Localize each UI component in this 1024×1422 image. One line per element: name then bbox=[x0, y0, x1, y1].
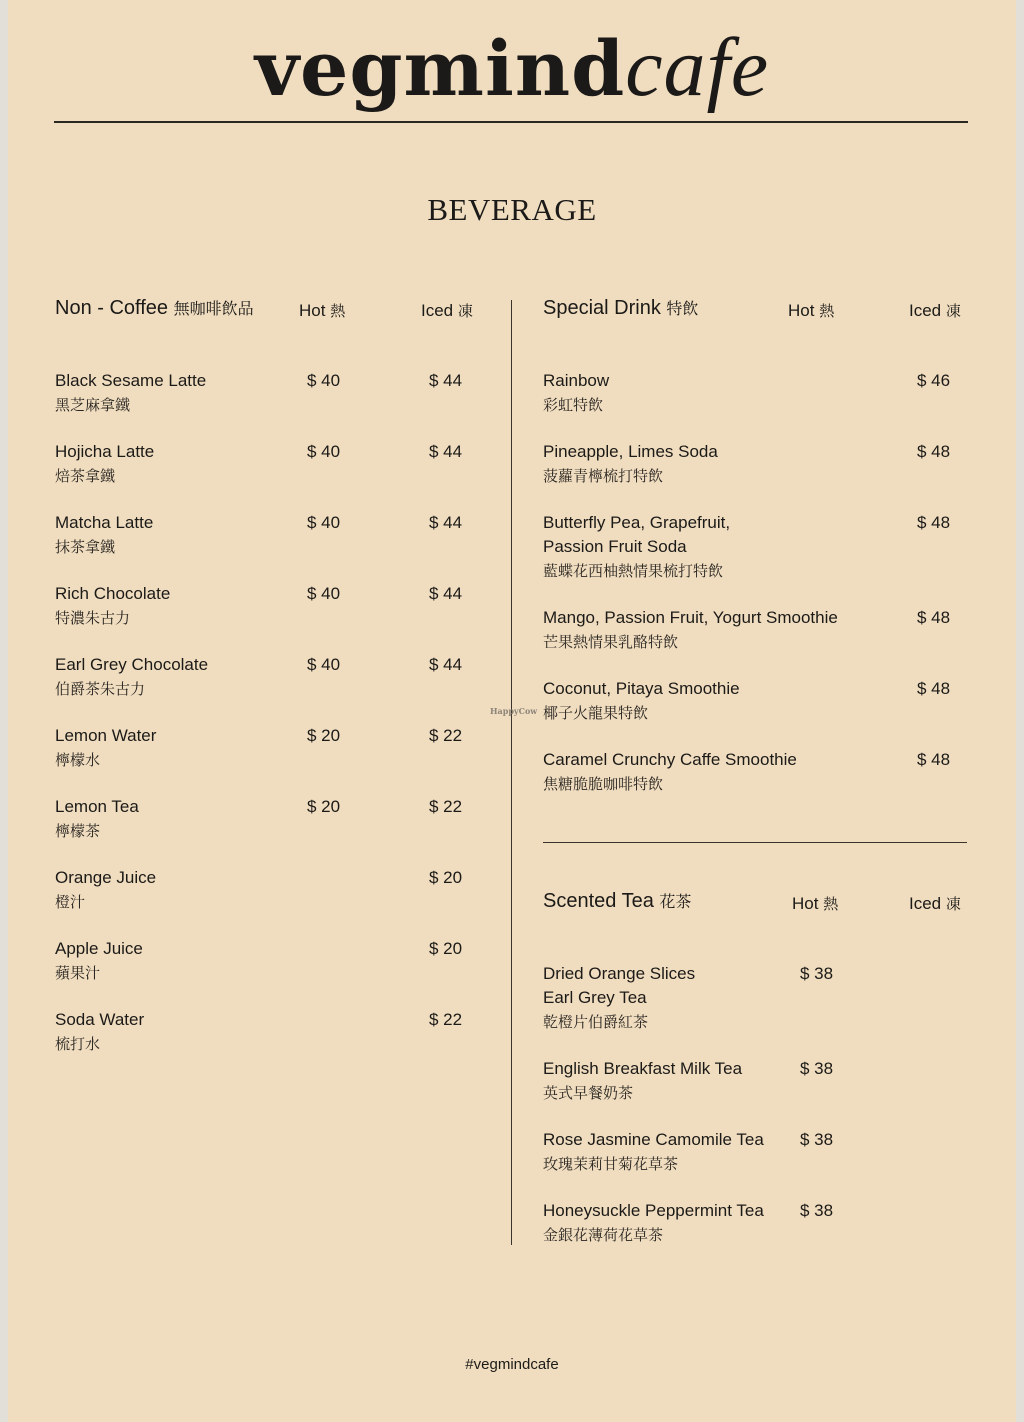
item-iced-price: $ 46 bbox=[917, 371, 951, 390]
hot-label-zh: 熱 bbox=[330, 303, 346, 320]
item-name-zh: 椰子火龍果特飲 bbox=[543, 704, 649, 722]
item-name-zh: 玫瑰茉莉甘菊花草茶 bbox=[543, 1155, 679, 1173]
hot-label: Hot bbox=[792, 894, 819, 913]
item-name: Black Sesame Latte bbox=[55, 371, 207, 390]
item-hot-price: $ 38 bbox=[800, 1201, 834, 1220]
special-drink-heading bbox=[543, 296, 698, 320]
menu-item bbox=[55, 1008, 144, 1057]
scented-tea-iced-header bbox=[909, 893, 961, 914]
item-name-zh: 抹茶拿鐵 bbox=[55, 538, 116, 556]
item-hot-price: $ 40 bbox=[307, 655, 341, 674]
special-drink-hot-header bbox=[788, 300, 834, 321]
brand-logo bbox=[0, 18, 1024, 119]
item-name: Apple Juice bbox=[55, 939, 143, 958]
item-iced-price: $ 20 bbox=[429, 868, 463, 887]
special-drink-iced-header bbox=[909, 300, 961, 321]
item-name-zh: 英式早餐奶茶 bbox=[543, 1084, 634, 1102]
item-name-zh: 檸檬水 bbox=[55, 751, 101, 769]
menu-item bbox=[55, 653, 208, 702]
item-iced-price: $ 22 bbox=[429, 1010, 463, 1029]
item-name-zh: 藍蝶花西柚熱情果梳打特飲 bbox=[543, 562, 724, 580]
item-iced-price: $ 48 bbox=[917, 513, 951, 532]
item-name-zh: 乾橙片伯爵紅茶 bbox=[543, 1013, 649, 1031]
menu-item bbox=[543, 748, 797, 797]
iced-label-zh: 凍 bbox=[945, 303, 961, 320]
menu-item bbox=[55, 866, 156, 915]
item-name: Rich Chocolate bbox=[55, 584, 171, 603]
item-iced-price: $ 20 bbox=[429, 939, 463, 958]
non-coffee-iced-header bbox=[421, 300, 473, 321]
non-coffee-title: Non - Coffee bbox=[55, 297, 169, 319]
item-name: Lemon Water bbox=[55, 726, 157, 745]
iced-label: Iced bbox=[421, 301, 454, 320]
item-hot-price: $ 20 bbox=[307, 726, 341, 745]
item-name: Rose Jasmine Camomile Tea bbox=[543, 1130, 764, 1149]
section-title: BEVERAGE bbox=[427, 192, 597, 227]
menu-item bbox=[543, 369, 609, 418]
item-hot-price: $ 40 bbox=[307, 371, 341, 390]
item-name-zh: 梳打水 bbox=[55, 1035, 101, 1053]
item-iced-price: $ 44 bbox=[429, 655, 463, 674]
item-name-line2: Passion Fruit Soda bbox=[543, 537, 687, 556]
item-hot-price: $ 40 bbox=[307, 584, 341, 603]
header-rule bbox=[54, 121, 968, 123]
item-hot-price: $ 38 bbox=[800, 964, 834, 983]
item-name-zh: 伯爵茶朱古力 bbox=[55, 680, 146, 698]
item-name: Hojicha Latte bbox=[55, 442, 155, 461]
item-name: Butterfly Pea, Grapefruit, bbox=[543, 513, 731, 532]
item-iced-price: $ 48 bbox=[917, 750, 951, 769]
footer-hashtag: #vegmindcafe bbox=[465, 1356, 559, 1373]
item-hot-price: $ 40 bbox=[307, 442, 341, 461]
item-iced-price: $ 48 bbox=[917, 442, 951, 461]
menu-item bbox=[543, 511, 730, 584]
special-drink-title-zh: 特飲 bbox=[666, 301, 699, 318]
hot-label: Hot bbox=[788, 301, 815, 320]
happycow-watermark: HappyCow bbox=[490, 706, 538, 716]
special-drink-title: Special Drink bbox=[543, 297, 661, 319]
item-iced-price: $ 44 bbox=[429, 513, 463, 532]
column-divider bbox=[511, 300, 512, 1245]
menu-item bbox=[55, 440, 154, 489]
hot-label-zh: 熱 bbox=[819, 303, 835, 320]
item-name: Matcha Latte bbox=[55, 513, 154, 532]
hot-label-zh: 熱 bbox=[823, 896, 839, 913]
menu-item bbox=[543, 1057, 742, 1106]
item-name: Caramel Crunchy Caffe Smoothie bbox=[543, 750, 797, 769]
item-name-zh: 蘋果汁 bbox=[55, 964, 101, 982]
item-hot-price: $ 38 bbox=[800, 1059, 834, 1078]
menu-item bbox=[543, 677, 740, 726]
item-name: English Breakfast Milk Tea bbox=[543, 1059, 743, 1078]
item-iced-price: $ 22 bbox=[429, 726, 463, 745]
item-name: Mango, Passion Fruit, Yogurt Smoothie bbox=[543, 608, 838, 627]
iced-label-zh: 凍 bbox=[457, 303, 473, 320]
item-iced-price: $ 22 bbox=[429, 797, 463, 816]
non-coffee-heading bbox=[55, 296, 254, 320]
item-name-zh: 菠蘿青檸梳打特飲 bbox=[543, 467, 664, 485]
iced-label-zh: 凍 bbox=[945, 896, 961, 913]
menu-item bbox=[543, 1199, 764, 1248]
item-name-zh: 特濃朱古力 bbox=[55, 609, 131, 627]
scented-tea-title-zh: 花茶 bbox=[659, 894, 692, 911]
item-iced-price: $ 44 bbox=[429, 371, 463, 390]
item-name-zh: 金銀花薄荷花草茶 bbox=[543, 1226, 664, 1244]
brand-name-bold: vegmind bbox=[254, 24, 626, 113]
item-name: Soda Water bbox=[55, 1010, 145, 1029]
item-name-zh: 黑芝麻拿鐵 bbox=[55, 396, 131, 414]
menu-item bbox=[55, 724, 156, 773]
item-hot-price: $ 20 bbox=[307, 797, 341, 816]
section-divider bbox=[543, 842, 967, 843]
menu-item bbox=[543, 962, 695, 1035]
item-hot-price: $ 38 bbox=[800, 1130, 834, 1149]
menu-item bbox=[55, 795, 139, 844]
item-hot-price: $ 40 bbox=[307, 513, 341, 532]
item-name-line2: Earl Grey Tea bbox=[543, 988, 647, 1007]
menu-item bbox=[55, 937, 143, 986]
item-name-zh: 焙茶拿鐵 bbox=[55, 467, 116, 485]
iced-label: Iced bbox=[909, 301, 942, 320]
item-iced-price: $ 48 bbox=[917, 608, 951, 627]
menu-item bbox=[543, 1128, 764, 1177]
item-name: Orange Juice bbox=[55, 868, 157, 887]
item-name: Dried Orange Slices bbox=[543, 964, 696, 983]
menu-item bbox=[543, 606, 838, 655]
item-name: Lemon Tea bbox=[55, 797, 139, 816]
item-name-zh: 焦糖脆脆咖啡特飲 bbox=[543, 775, 664, 793]
scented-tea-hot-header bbox=[792, 893, 838, 914]
item-name: Coconut, Pitaya Smoothie bbox=[543, 679, 740, 698]
menu-item bbox=[543, 440, 718, 489]
item-name-zh: 彩虹特飲 bbox=[543, 396, 604, 414]
hot-label: Hot bbox=[299, 301, 326, 320]
scented-tea-heading bbox=[543, 889, 691, 913]
item-name: Rainbow bbox=[543, 371, 610, 390]
item-iced-price: $ 48 bbox=[917, 679, 951, 698]
item-name: Earl Grey Chocolate bbox=[55, 655, 209, 674]
iced-label: Iced bbox=[909, 894, 942, 913]
menu-item bbox=[55, 511, 153, 560]
brand-name-italic: cafe bbox=[625, 21, 770, 114]
item-name: Pineapple, Limes Soda bbox=[543, 442, 718, 461]
item-iced-price: $ 44 bbox=[429, 442, 463, 461]
non-coffee-title-zh: 無咖啡飲品 bbox=[173, 301, 254, 318]
item-name: Honeysuckle Peppermint Tea bbox=[543, 1201, 764, 1220]
menu-item bbox=[55, 369, 206, 418]
item-iced-price: $ 44 bbox=[429, 584, 463, 603]
scented-tea-title: Scented Tea bbox=[543, 890, 654, 912]
menu-item bbox=[55, 582, 170, 631]
non-coffee-hot-header bbox=[299, 300, 345, 321]
item-name-zh: 檸檬茶 bbox=[55, 822, 101, 840]
item-name-zh: 芒果熱情果乳酪特飲 bbox=[543, 633, 679, 651]
item-name-zh: 橙汁 bbox=[55, 893, 86, 911]
